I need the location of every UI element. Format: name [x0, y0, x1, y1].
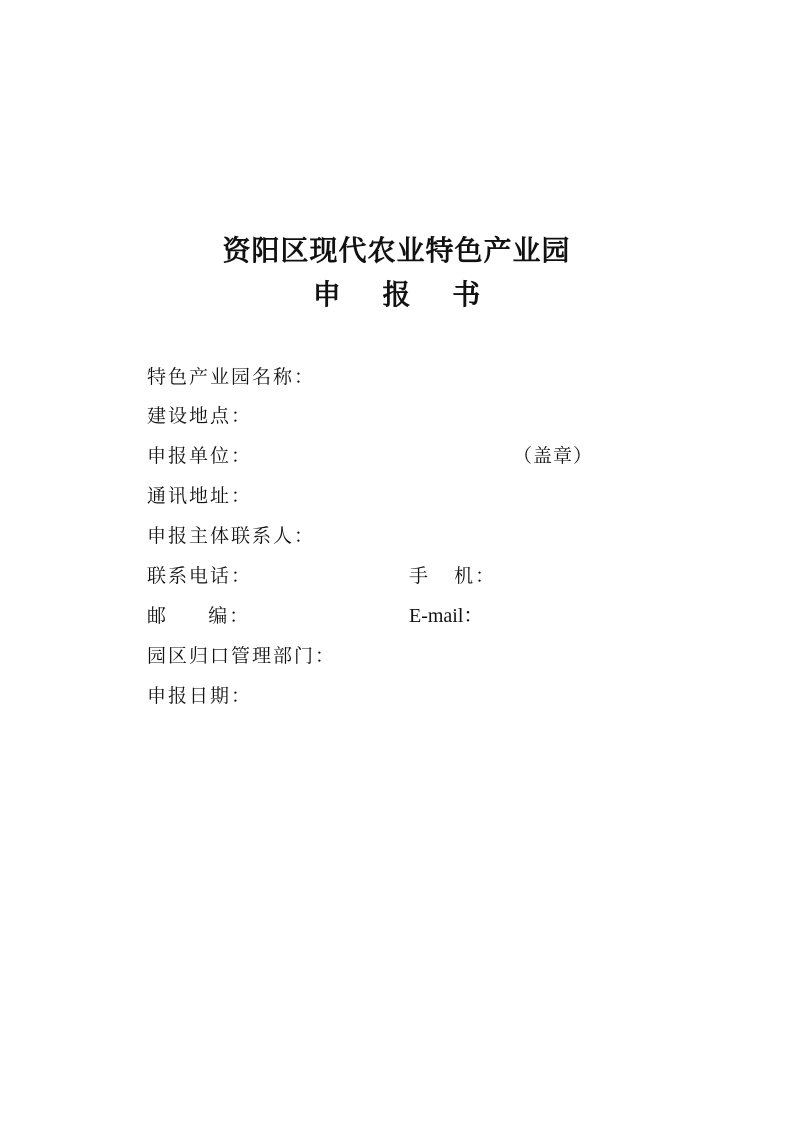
field-phone-label: 联系电话：: [147, 565, 253, 587]
field-contact-person-label: 申报主体联系人：: [147, 525, 316, 547]
document-subtitle: 申 报 书: [312, 278, 497, 311]
document-title: 资阳区现代农业特色产业园: [222, 234, 571, 267]
field-authority-label: 园区归口管理部门：: [147, 645, 337, 667]
field-email-label: E-mail：: [409, 605, 484, 627]
field-applicant-label: 申报单位：: [147, 445, 253, 467]
field-postcode-label: 邮 编：: [147, 605, 251, 627]
field-mobile-label: 手 机：: [409, 565, 497, 587]
field-site-label: 建设地点：: [147, 405, 253, 427]
field-park-name-label: 特色产业园名称：: [147, 366, 316, 388]
field-date-label: 申报日期：: [147, 685, 253, 707]
field-address-label: 通讯地址：: [147, 485, 253, 507]
seal-note: （盖章）: [513, 445, 594, 467]
